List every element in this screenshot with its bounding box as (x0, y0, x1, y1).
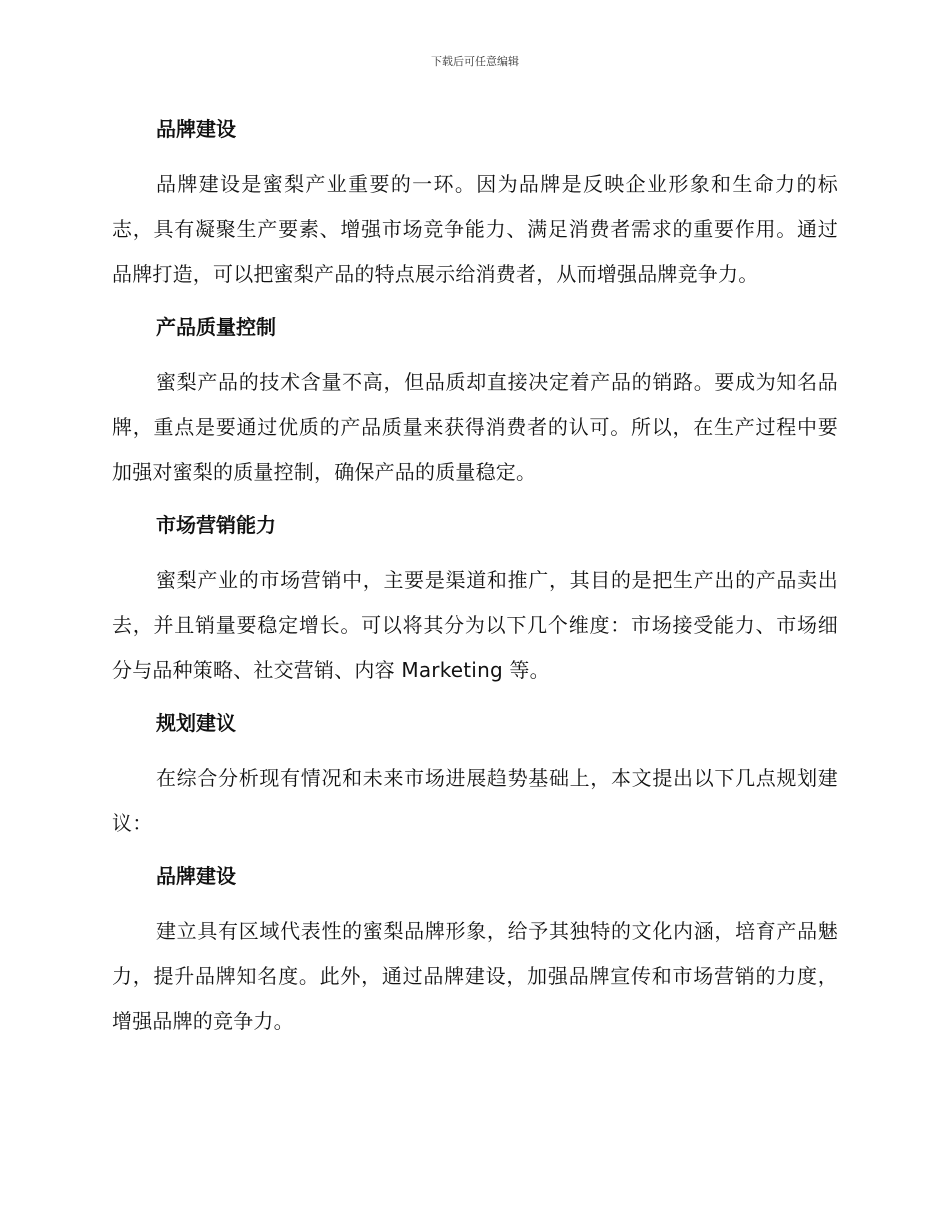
paragraph-brand-building-2: 建立具有区域代表性的蜜梨品牌形象，给予其独特的文化内涵，培育产品魅力，提升品牌知名度。此外，通过品牌建设，加强品牌宣传和市场营销的力度，增强品牌的竞争力。 (112, 919, 838, 1033)
paragraph-marketing: 蜜梨产业的市场营销中，主要是渠道和推广，其目的是把生产出的产品卖出去，并且销量要稳定增长。可以将其分为以下几个维度：市场接受能力、市场细分与品种策略、社交营销、内容 Marketing 等。 (112, 568, 838, 682)
paragraph-quality-control: 蜜梨产品的技术含量不高，但品质却直接决定着产品的销路。要成为知名品牌，重点是要通过优质的产品质量来获得消费者的认可。所以，在生产过程中要加强对蜜梨的质量控制，确保产品的质量稳定。 (112, 370, 838, 484)
section-heading-brand-building: 品牌建设 (156, 117, 236, 141)
section-heading-planning-suggestions: 规划建议 (156, 711, 236, 735)
paragraph-planning-suggestions: 在综合分析现有情况和未来市场进展趋势基础上，本文提出以下几点规划建议： (112, 766, 838, 835)
section-heading-brand-building-2: 品牌建设 (156, 864, 236, 888)
paragraph-brand-building: 品牌建设是蜜梨产业重要的一环。因为品牌是反映企业形象和生命力的标志，具有凝聚生产要素、增强市场竞争能力、满足消费者需求的重要作用。通过品牌打造，可以把蜜梨产品的特点展示给消费者，从而增强品牌竞争力。 (112, 172, 838, 286)
header-note: 下载后可任意编辑 (431, 55, 519, 68)
section-heading-quality-control: 产品质量控制 (156, 315, 276, 339)
document-body (112, 112, 838, 1044)
section-heading-marketing: 市场营销能力 (156, 513, 276, 537)
